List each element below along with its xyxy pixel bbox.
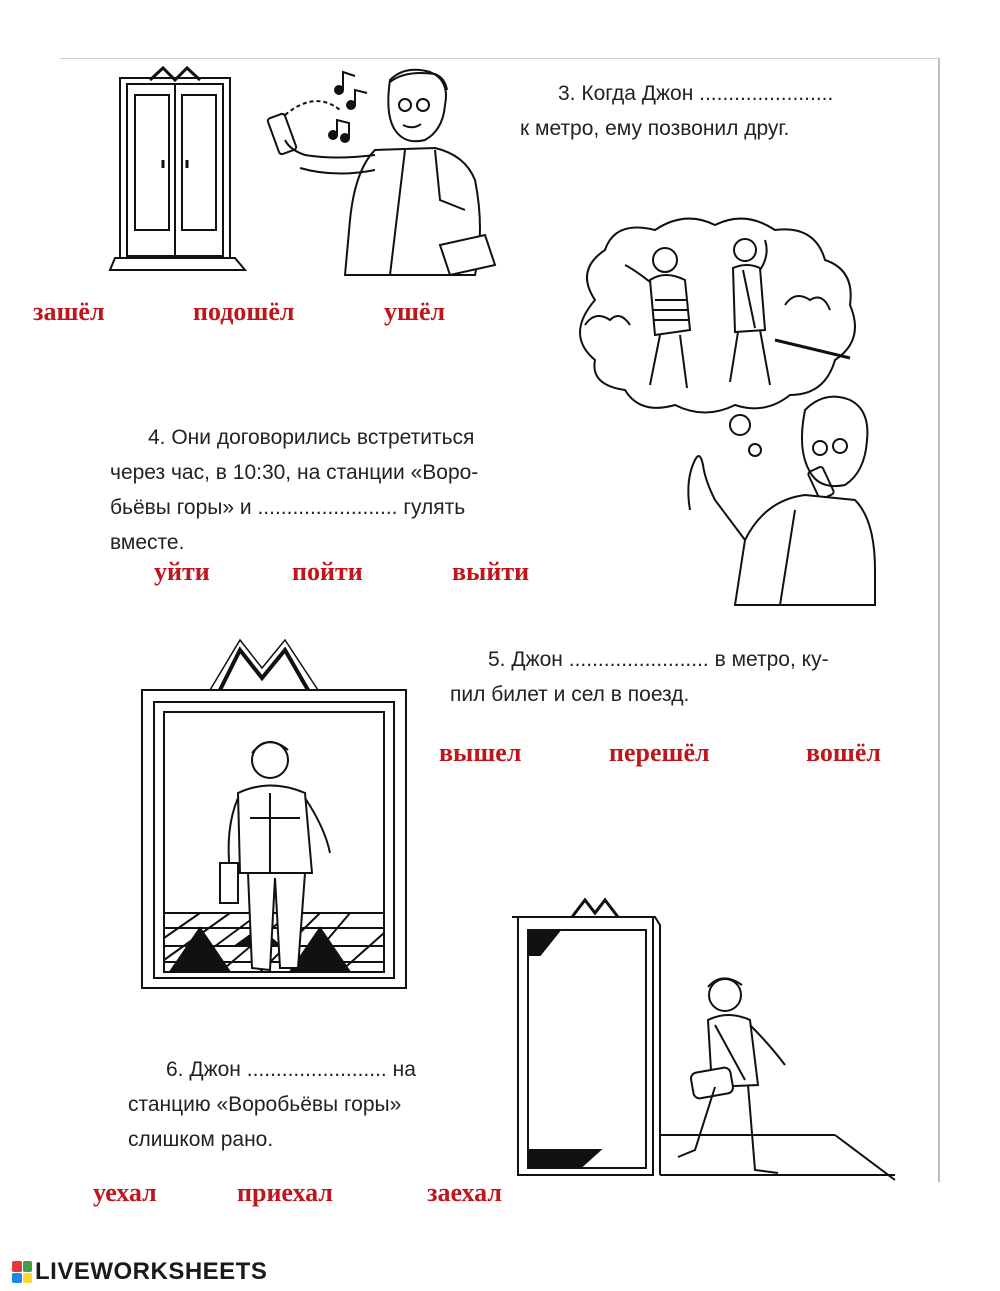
task-6-line-2: станцию «Воробьёвы горы» [128, 1093, 402, 1116]
illustration-man-leaving-metro [500, 895, 895, 1185]
task-5-option-3[interactable]: вошёл [806, 738, 881, 767]
task-4-option-3[interactable]: выйти [452, 557, 530, 586]
task-5-line-2: пил билет и сел в поезд. [450, 683, 690, 706]
task-4-line-3: бьёвы горы» и ........................ гулять [110, 496, 466, 519]
illustration-man-entering-metro [140, 638, 410, 998]
page-border-right [938, 58, 940, 1182]
task-3-line-1: 3. Когда Джон ....................... [558, 82, 834, 105]
task-6-text [128, 1052, 416, 1157]
task-3-text [520, 76, 833, 146]
task-5-option-2[interactable]: перешёл [609, 738, 710, 767]
task-3-option-1[interactable]: зашёл [33, 297, 105, 326]
task-4-text [110, 420, 478, 560]
page-border-top [60, 58, 940, 59]
task-4-option-1[interactable]: уйти [154, 557, 210, 586]
task-5-line-1: 5. Джон ........................ в метро, ку- [488, 648, 829, 671]
task-3-option-2[interactable]: подошёл [193, 297, 295, 326]
task-6-line-3: слишком рано. [128, 1128, 274, 1151]
illustration-friends-thought-bubble [555, 210, 885, 610]
task-3-option-3[interactable]: ушёл [384, 297, 446, 326]
task-4-line-1: 4. Они договорились встретиться [148, 426, 475, 449]
task-4-line-4: вместе. [110, 531, 185, 554]
task-6-option-3[interactable]: заехал [427, 1178, 502, 1207]
task-5-option-1[interactable]: вышел [439, 738, 522, 767]
task-4-line-2: через час, в 10:30, на станции «Воро- [110, 461, 479, 484]
brand-name: LIVEWORKSHEETS [35, 1258, 268, 1285]
illustration-man-with-phone [105, 60, 505, 290]
task-5-text [450, 642, 829, 712]
task-6-line-1: 6. Джон ........................ на [166, 1058, 416, 1081]
task-6-option-2[interactable]: приехал [237, 1178, 333, 1207]
liveworksheets-brand[interactable] [12, 1258, 267, 1286]
liveworksheets-logo-icon [12, 1261, 32, 1283]
task-6-option-1[interactable]: уехал [93, 1178, 157, 1207]
task-4-option-2[interactable]: пойти [292, 557, 363, 586]
task-3-line-2: к метро, ему позвонил друг. [520, 117, 790, 140]
